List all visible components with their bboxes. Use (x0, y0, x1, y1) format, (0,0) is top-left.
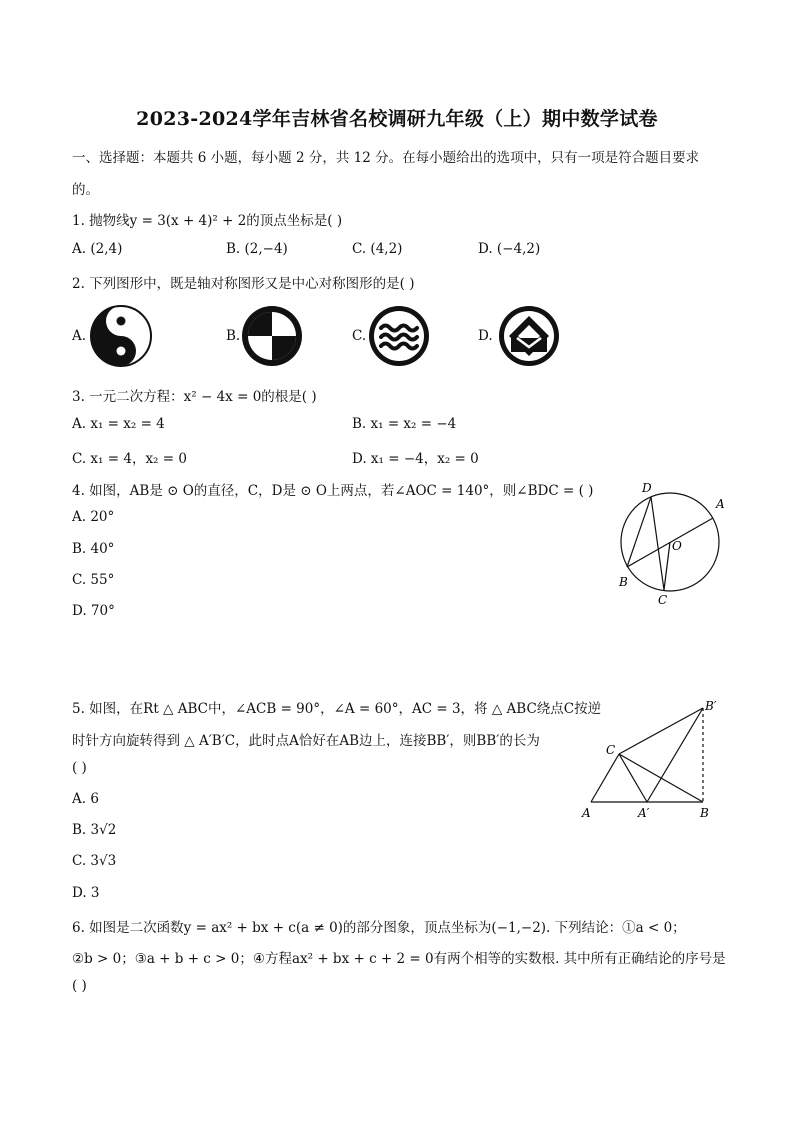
q3-option-b: B. x₁ = x₂ = −4 (352, 416, 457, 432)
label-a: A (716, 497, 725, 511)
envelope-circle-figure (497, 304, 561, 368)
q2-option-a: A. (72, 328, 87, 344)
label-b: B (619, 575, 628, 589)
page-title: 2023-2024学年吉林省名校调研九年级（上）期中数学试卷 (136, 108, 658, 130)
q5-option-a: A. 6 (72, 791, 99, 807)
q1-option-c: C. (4,2) (352, 241, 403, 257)
q2-option-d: D. (478, 328, 493, 344)
q2-option-b: B. (226, 328, 241, 344)
circle-diameter-figure (610, 476, 730, 608)
q6-stem-line2: ②b > 0；③a + b + c > 0；④方程ax² + bx + c + 2 = 0有两个相等的实数根. 其中所有正确结论的序号是 (72, 951, 726, 967)
wave-circle-figure (367, 304, 431, 368)
q5-stem-line2: 时针方向旋转得到 △ A′B′C，此时点A恰好在AB边上，连接BB′，则BB′的长为 (72, 733, 540, 749)
yin-yang-figure (89, 304, 153, 368)
q6-stem-line3: ( ) (72, 978, 87, 994)
q4-option-c: C. 55° (72, 572, 115, 588)
q4-option-d: D. 70° (72, 603, 115, 619)
label-a-prime: A′ (638, 806, 650, 820)
label-d: D (642, 481, 652, 495)
q4-stem: 4. 如图，AB是 ⊙ O的直径，C，D是 ⊙ O上两点，若∠AOC = 140°，则∠BDC = ( ) (72, 483, 594, 499)
q4-option-b: B. 40° (72, 541, 115, 557)
label-a: A (582, 806, 591, 820)
section-instructions-line2: 的。 (72, 182, 99, 198)
label-c: C (606, 743, 616, 757)
label-b: B (700, 806, 709, 820)
label-o: O (672, 539, 682, 553)
q2-option-c: C. (352, 328, 367, 344)
q1-option-d: D. (−4,2) (478, 241, 541, 257)
q5-option-b: B. 3√2 (72, 822, 117, 838)
section-instructions-line1: 一、选择题：本题共 6 小题，每小题 2 分，共 12 分。在每小题给出的选项中，只有一项是符合题目要求 (72, 150, 700, 166)
q3-option-c: C. x₁ = 4，x₂ = 0 (72, 451, 187, 467)
label-c: C (658, 593, 668, 607)
q1-stem: 1. 抛物线y = 3(x + 4)² + 2的顶点坐标是( ) (72, 213, 343, 229)
q1-option-a: A. (2,4) (72, 241, 123, 257)
q6-stem-line1: 6. 如图是二次函数y = ax² + bx + c(a ≠ 0)的部分图象，顶点坐标为(−1,−2). 下列结论：①a < 0； (72, 920, 686, 936)
q5-option-c: C. 3√3 (72, 853, 117, 869)
q3-stem: 3. 一元二次方程：x² − 4x = 0的根是( ) (72, 389, 317, 405)
q1-option-b: B. (2,−4) (226, 241, 288, 257)
q4-option-a: A. 20° (72, 509, 115, 525)
q5-stem-line1: 5. 如图，在Rt △ ABC中，∠ACB = 90°，∠A = 60°，AC = 3，将 △ ABC绕点C按逆 (72, 701, 602, 717)
q5-stem-line3: ( ) (72, 760, 87, 776)
label-b-prime: B′ (705, 699, 717, 713)
q3-option-d: D. x₁ = −4，x₂ = 0 (352, 451, 479, 467)
rotation-triangle-figure (576, 696, 726, 824)
q2-stem: 2. 下列图形中，既是轴对称图形又是中心对称图形的是( ) (72, 276, 415, 292)
q3-option-a: A. x₁ = x₂ = 4 (72, 416, 165, 432)
quartered-circle-figure (240, 304, 304, 368)
q5-option-d: D. 3 (72, 885, 100, 901)
